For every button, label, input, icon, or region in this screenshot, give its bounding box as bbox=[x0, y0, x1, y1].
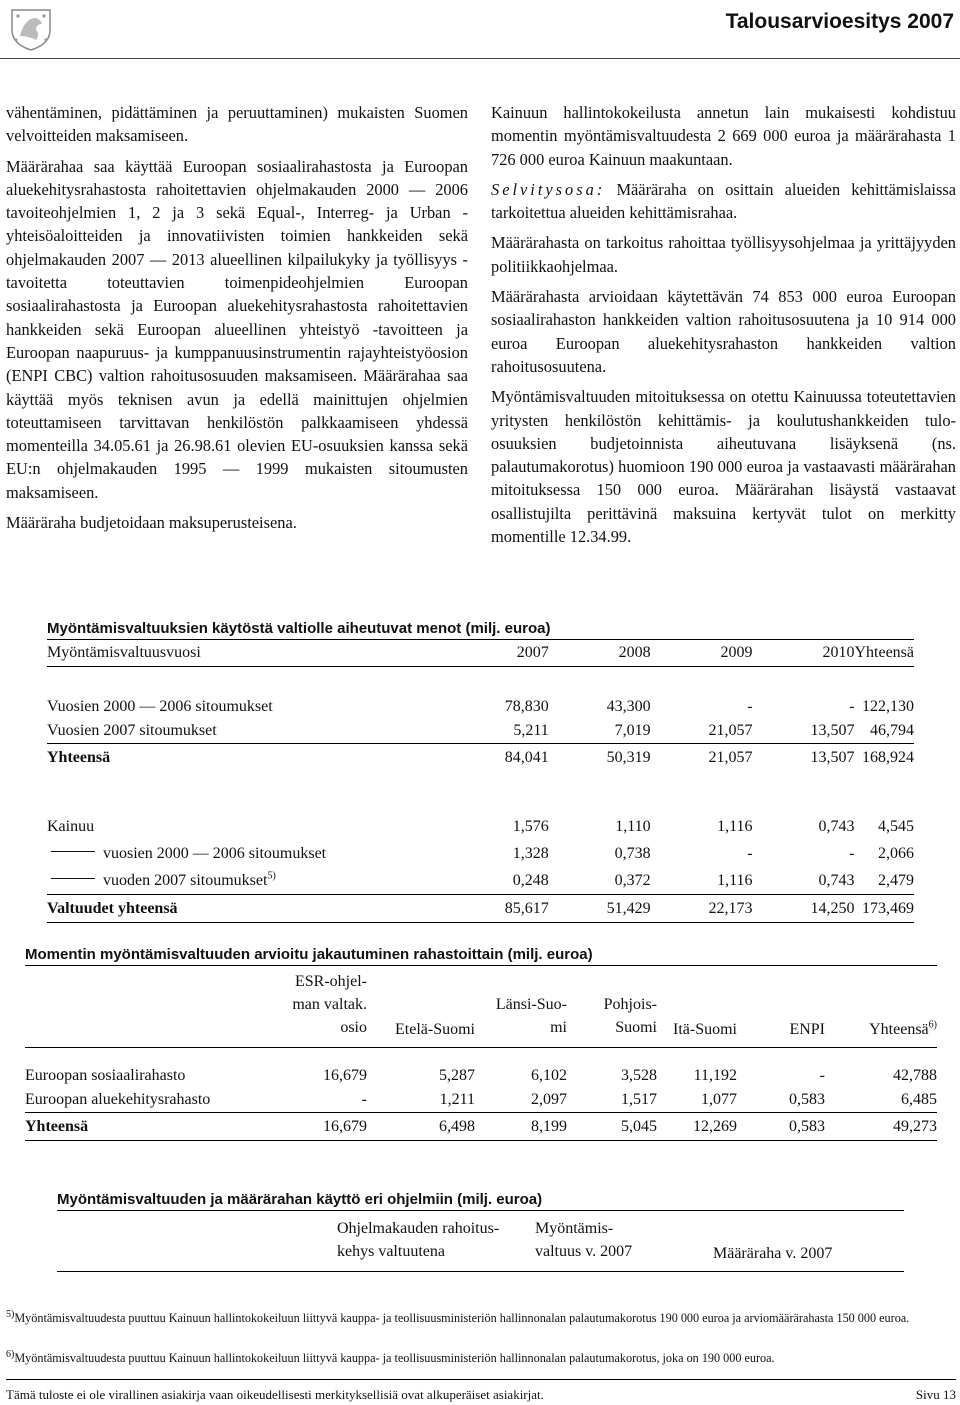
table3-title: Myöntämisvaltuuden ja määrärahan käyttö eri ohjelmiin (milj. euroa) bbox=[57, 1191, 543, 1208]
cell: 1,211 bbox=[439, 1091, 475, 1108]
cell: - bbox=[747, 844, 753, 862]
table3-header-row bbox=[57, 1211, 904, 1272]
row-label-indented bbox=[47, 867, 427, 895]
right-text-column bbox=[491, 101, 956, 555]
disclaimer-text: Tämä tuloste ei ole virallinen asiakirja vaan oikeudellisesti merkityksellisiä ovat alkuperäiset asiakirjat. bbox=[6, 1387, 544, 1402]
left-paragraph-1: vähentäminen, pidättäminen ja peruuttaminen) mukaisten Suomen velvoitteiden maksamiseen. bbox=[6, 103, 468, 146]
cell: 122,130 bbox=[862, 698, 914, 715]
left-text-column bbox=[6, 101, 468, 541]
cell: 42,788 bbox=[893, 1067, 937, 1084]
table2-header-pohjois bbox=[567, 966, 657, 1040]
cell: 0,248 bbox=[512, 871, 549, 889]
cell: 173,469 bbox=[862, 899, 914, 917]
header-line: mi bbox=[550, 1019, 567, 1036]
row-label: Vuosien 2000 — 2006 sitoumukset bbox=[47, 698, 273, 715]
footnote-ref: 5) bbox=[267, 870, 276, 882]
table2-header-lansi bbox=[475, 966, 567, 1040]
footnote-text: Myöntämisvaltuudesta puuttuu Kainuun hallintokokeiluun liittyvä kauppa- ja teollisuusministeriön hallinnonalan palautumakorotus, joka on 190 000 euroa. bbox=[14, 1351, 775, 1365]
cell: 7,019 bbox=[614, 722, 651, 739]
indent-dash bbox=[51, 878, 95, 879]
cell: 49,273 bbox=[893, 1117, 937, 1135]
table1-header-2007: 2007 bbox=[516, 644, 549, 661]
table2-header-esr bbox=[277, 966, 367, 1040]
cell: - bbox=[819, 1067, 825, 1084]
right-paragraph-5: Myöntämisvaltuuden mitoituksessa on otettu Kainuussa toteutettavien yritysten henkilöstön kehittämis- ja koulutushankkeiden tulo-osuuksien budjetoinnista aiheutuvana lisäyksenä (ns. palautumakorotus) huomioon 190 000 euroa ja vastaavasti määrärahan mitoituksessa 150 000 euroa. Määrärahan lisäystä vastaavat osallistujilta perittävinä maksuina kertyvät tulot on merkitty momentille 12.34.99. bbox=[491, 387, 956, 547]
cell: 11,192 bbox=[693, 1067, 737, 1084]
cell: 12,269 bbox=[693, 1117, 737, 1135]
program-usage-table bbox=[57, 1191, 904, 1272]
cell: - bbox=[361, 1091, 367, 1108]
header-line: kehys valtuutena bbox=[337, 1243, 445, 1260]
right-paragraph-3: Määrärahasta on tarkoitus rahoittaa työllisyysohjelmaa ja yrittäjyyden politiikkaohjelmaa. bbox=[491, 233, 956, 276]
cell: 46,794 bbox=[870, 722, 914, 739]
footnote-text: Myöntämisvaltuudesta puuttuu Kainuun hallintokokeiluun liittyvä kauppa- ja teollisuusministeriön hallinnonalan palautumakorotus 190 000 euroa ja arviomäärärahasta 150 000 euroa. bbox=[14, 1311, 910, 1325]
right-paragraph-1: Kainuun hallintokokeilusta annetun lain mukaisesti kohdistuu momentin myöntämisvaltuudesta 2 669 000 euroa ja määrärahasta 1 726 000 euroa Kainuun maakuntaan. bbox=[491, 103, 956, 169]
row-label: Euroopan aluekehitysrahasto bbox=[25, 1091, 211, 1108]
page-number: Sivu 13 bbox=[915, 1387, 956, 1402]
header-divider bbox=[0, 58, 960, 59]
row-label: vuosien 2000 — 2006 sitoumukset bbox=[103, 844, 327, 862]
footer-divider bbox=[6, 1379, 956, 1380]
cell: 21,057 bbox=[708, 748, 753, 766]
cell: 13,507 bbox=[810, 722, 855, 739]
cell: 14,250 bbox=[810, 899, 855, 917]
row-label: Valtuudet yhteensä bbox=[47, 899, 178, 917]
cell: 13,507 bbox=[810, 748, 855, 766]
table2-header-row bbox=[25, 966, 937, 1040]
table-row bbox=[47, 719, 914, 744]
row-label-indented bbox=[47, 840, 427, 867]
cell: 2,097 bbox=[531, 1091, 567, 1108]
table-row bbox=[47, 867, 914, 895]
table3-header-framework bbox=[337, 1211, 535, 1272]
cell: 1,116 bbox=[717, 817, 753, 835]
cell: 16,679 bbox=[323, 1067, 367, 1084]
cell: - bbox=[849, 844, 855, 862]
header-label: Yhteensä bbox=[869, 1021, 929, 1038]
header-line: Länsi-Suo- bbox=[495, 996, 567, 1013]
table-row bbox=[47, 840, 914, 867]
table-row bbox=[47, 695, 914, 719]
cell: 6,485 bbox=[901, 1091, 937, 1108]
row-label: Yhteensä bbox=[47, 748, 111, 766]
table3-header-authority bbox=[535, 1211, 713, 1272]
cell: - bbox=[747, 698, 753, 715]
cell: 1,517 bbox=[621, 1091, 657, 1108]
cell: 0,372 bbox=[614, 871, 651, 889]
cell: 16,679 bbox=[323, 1117, 367, 1135]
cell: 1,116 bbox=[717, 871, 753, 889]
cell: 6,102 bbox=[531, 1067, 567, 1084]
cell: 3,528 bbox=[621, 1067, 657, 1084]
table2-header-total bbox=[825, 966, 937, 1040]
indent-dash bbox=[51, 851, 95, 852]
cell: - bbox=[849, 698, 855, 715]
header-line: osio bbox=[340, 1019, 367, 1036]
cell: 1,576 bbox=[512, 817, 549, 835]
cell: 85,617 bbox=[504, 899, 549, 917]
cell: 50,319 bbox=[606, 748, 651, 766]
left-paragraph-2: Määrärahaa saa käyttää Euroopan sosiaalirahastosta ja Euroopan aluekehitysrahastosta rahoitettavien ohjelmakauden 2000 — 2006 tavoiteohjelmien 1, 2 ja 3 sekä Equal-, Interreg- ja Urban -yhteisöaloitteiden ja innovatiivisten toimien hankkeiden sekä ohjelmakauden 2007 — 2013 alueellinen kilpailukyky ja työllisyys -tavoitetta toteuttavien toimenpideohjelmien Euroopan sosiaalirahastosta ja Euroopan aluekehitysrahastosta rahoitettavien hankkeiden sekä Euroopan alueellinen yhteistyö -tavoitteen ja Euroopan naapuruus- ja kumppanuusinstrumentin rajayhteistyöosion (ENPI CBC) valtion rahoitusosuuden maksamiseen. Määrärahaa saa käyttää myös teknisen avun ja edellä mainittujen ohjelmien toteuttamiseen tarvittavan henkilöstön palkkaamiseen yhdessä momenteilla 34.05.61 ja 26.98.61 olevien EU-osuuksien kanssa sekä EU:n ohjelmakauden 1995 — 1999 mukaisten sitoumusten maksamiseen. bbox=[6, 156, 468, 502]
finnish-lion-coat-of-arms-icon bbox=[6, 6, 56, 52]
row-label: Kainuu bbox=[47, 817, 95, 835]
header-line: ESR-ohjel- bbox=[295, 973, 367, 990]
header-line: valtuus v. 2007 bbox=[535, 1243, 633, 1260]
cell: 5,287 bbox=[439, 1067, 475, 1084]
footnote-mark: 5) bbox=[6, 1308, 15, 1320]
commitment-costs-table bbox=[47, 620, 914, 923]
table1-header-2010: 2010 bbox=[822, 644, 855, 661]
cell: 5,045 bbox=[621, 1117, 657, 1135]
row-label: Yhteensä bbox=[25, 1117, 89, 1135]
table-row-total bbox=[47, 895, 914, 923]
selvitysosa-label: Selvitysosa: bbox=[491, 179, 606, 199]
cell: 6,498 bbox=[439, 1117, 475, 1135]
table2-header-enpi: ENPI bbox=[789, 1021, 825, 1038]
table-row bbox=[25, 1064, 937, 1088]
right-paragraph-4: Määrärahasta arvioidaan käytettävän 74 853 000 euroa Euroopan sosiaalirahaston hankkeiden valtion rahoitusosuutena ja 10 914 000 euroa Euroopan aluekehitysrahaston hankkeiden valtion rahoitusosuutena. bbox=[491, 287, 956, 376]
table1-title: Myöntämisvaltuuksien käytöstä valtiolle aiheutuvat menot (milj. euroa) bbox=[47, 620, 551, 637]
row-label: vuoden 2007 sitoumukset bbox=[103, 871, 268, 889]
header-line: man valtak. bbox=[292, 996, 367, 1013]
table2-header-etela: Etelä-Suomi bbox=[395, 1021, 475, 1038]
cell: 78,830 bbox=[504, 698, 549, 715]
cell: 0,583 bbox=[789, 1091, 825, 1108]
table1-header-2008: 2008 bbox=[618, 644, 651, 661]
header-line: Suomi bbox=[615, 1019, 657, 1036]
footnote-mark: 6) bbox=[6, 1348, 15, 1360]
table1-header-total: Yhteensä bbox=[854, 644, 914, 661]
cell: 51,429 bbox=[606, 899, 651, 917]
cell: 8,199 bbox=[531, 1117, 567, 1135]
table-row bbox=[25, 1088, 937, 1113]
table1-header-row bbox=[47, 640, 914, 667]
header-line: Ohjelmakauden rahoitus- bbox=[337, 1220, 500, 1237]
row-label: Vuosien 2007 sitoumukset bbox=[47, 722, 217, 739]
table-row-total bbox=[47, 744, 914, 772]
table2-title: Momentin myöntämisvaltuuden arvioitu jakautuminen rahastoittain (milj. euroa) bbox=[25, 946, 593, 963]
header-line: Myöntämis- bbox=[535, 1220, 614, 1237]
table1-header-year: Myöntämisvaltuusvuosi bbox=[47, 644, 201, 661]
cell: 0,738 bbox=[614, 844, 651, 862]
cell: 1,328 bbox=[512, 844, 549, 862]
header-line: Pohjois- bbox=[603, 996, 657, 1013]
document-title: Talousarvioesitys 2007 bbox=[725, 10, 954, 33]
footnote-5 bbox=[6, 1310, 954, 1326]
cell: 0,743 bbox=[818, 817, 855, 835]
selvitysosa-text: Määräraha on osittain alueiden kehittämislaissa tarkoitettua alueiden kehittämisrahaa. bbox=[491, 179, 956, 223]
table1-header-2009: 2009 bbox=[720, 644, 753, 661]
left-paragraph-3: Määräraha budjetoidaan maksuperusteisena. bbox=[6, 513, 297, 533]
cell: 5,211 bbox=[513, 722, 549, 739]
cell: 2,479 bbox=[878, 871, 914, 889]
cell: 43,300 bbox=[606, 698, 651, 715]
cell: 2,066 bbox=[878, 844, 914, 862]
cell: 21,057 bbox=[708, 722, 753, 739]
cell: 1,077 bbox=[701, 1091, 737, 1108]
right-paragraph-2 bbox=[491, 178, 956, 225]
cell: 0,743 bbox=[818, 871, 855, 889]
cell: 22,173 bbox=[708, 899, 753, 917]
table2-header-ita: Itä-Suomi bbox=[673, 1021, 737, 1038]
table-row-total bbox=[25, 1113, 937, 1141]
fund-distribution-table bbox=[25, 946, 937, 1141]
cell: 4,545 bbox=[878, 817, 914, 835]
footnote-ref: 6) bbox=[928, 1019, 937, 1031]
cell: 1,110 bbox=[615, 817, 651, 835]
cell: 0,583 bbox=[789, 1117, 825, 1135]
cell: 168,924 bbox=[862, 748, 914, 766]
page-footer bbox=[6, 1387, 956, 1403]
cell: 84,041 bbox=[504, 748, 549, 766]
table3-header-appropriation: Määräraha v. 2007 bbox=[713, 1245, 833, 1262]
table-row bbox=[47, 813, 914, 840]
row-label: Euroopan sosiaalirahasto bbox=[25, 1067, 186, 1084]
footnote-6 bbox=[6, 1350, 954, 1366]
